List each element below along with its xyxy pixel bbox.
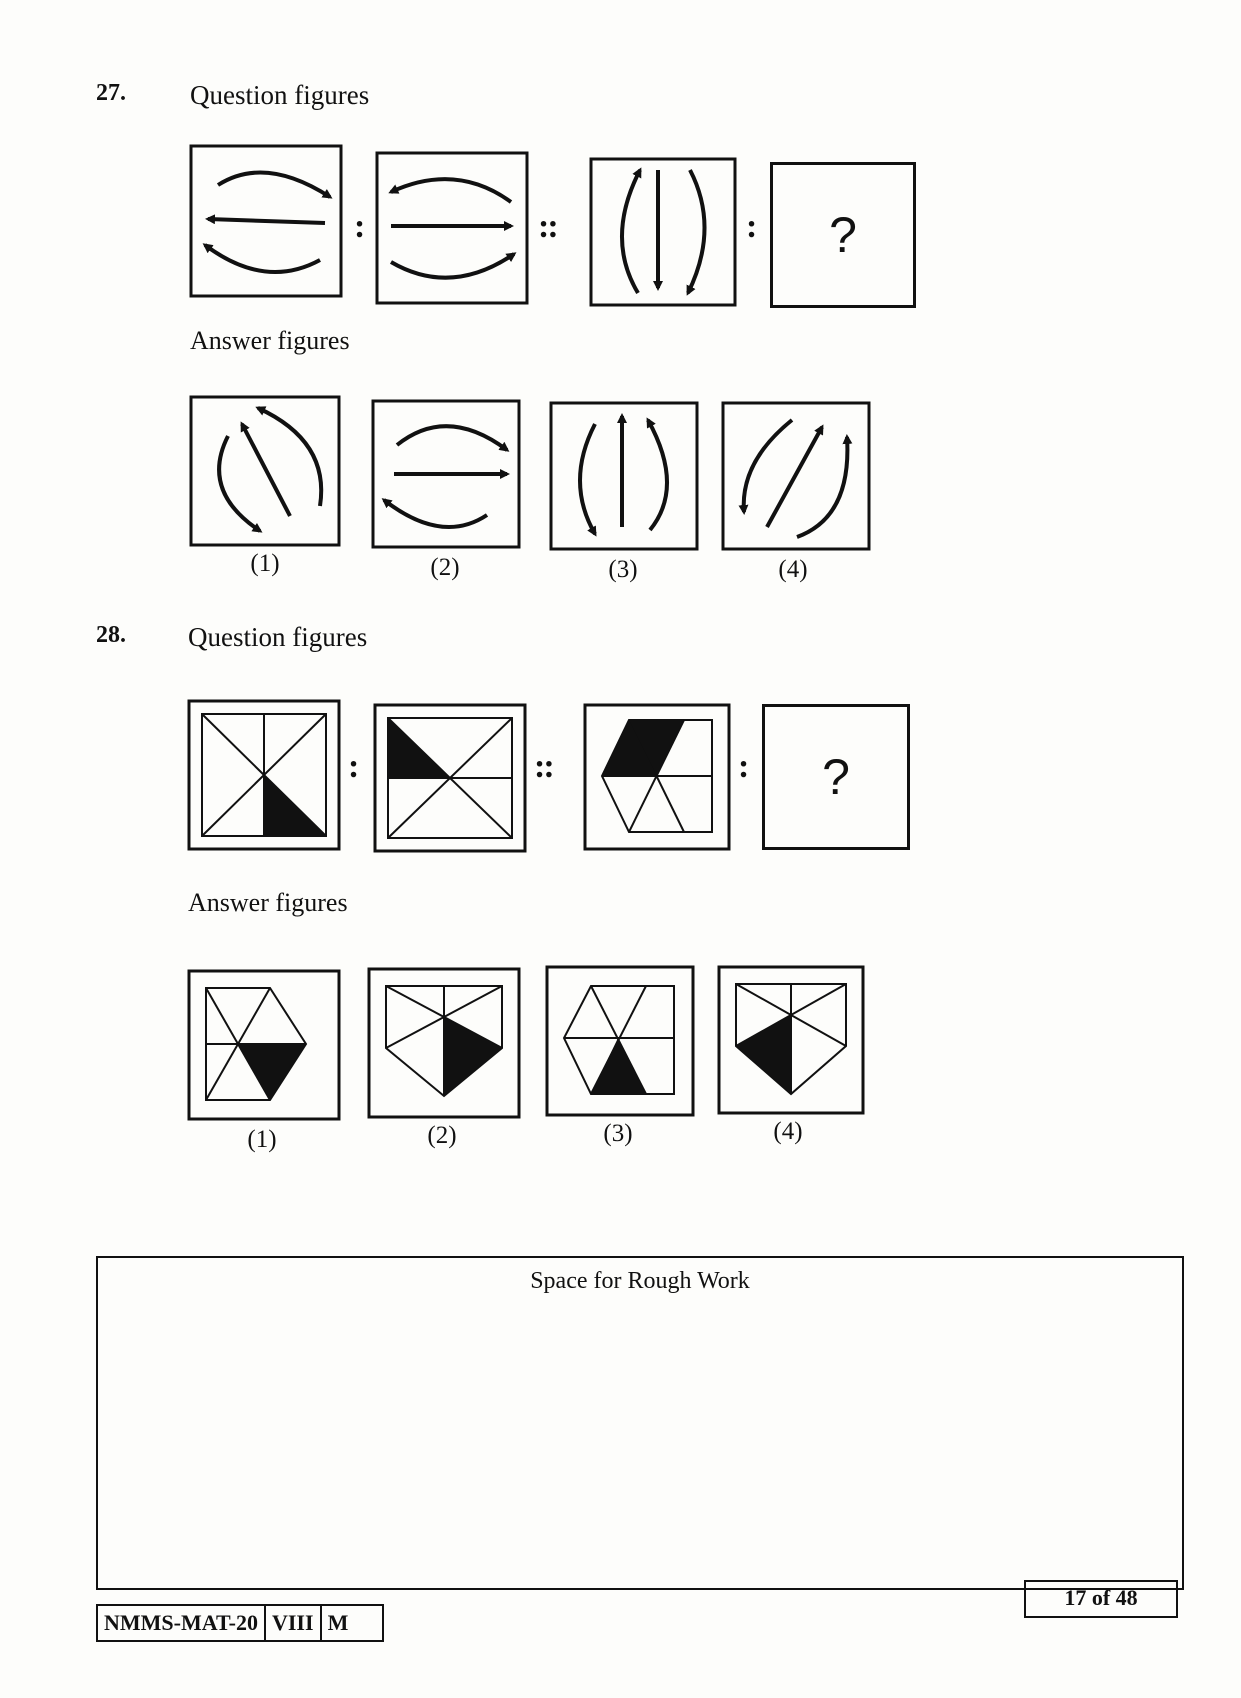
q27-answer-figure-3[interactable] xyxy=(550,402,698,550)
rough-work-box xyxy=(96,1256,1184,1590)
rough-work-title: Space for Rough Work xyxy=(530,1268,750,1294)
q28-question-figure-1 xyxy=(188,700,340,850)
page-number: 17 of 48 xyxy=(1064,1585,1138,1610)
ratio-colon: : xyxy=(746,208,758,245)
q28-answer-figure-1[interactable] xyxy=(188,970,340,1120)
exam-code: NMMS-MAT-20 xyxy=(98,1606,266,1640)
question-mark: ? xyxy=(822,749,850,805)
ratio-double-colon: :: xyxy=(538,208,557,245)
q27-question-figure-2 xyxy=(376,152,528,304)
q28-option-4[interactable]: (4) xyxy=(773,1118,803,1145)
q27-answer-figure-4[interactable] xyxy=(722,402,870,550)
page-number-box xyxy=(1024,1580,1178,1618)
q28-unknown-figure xyxy=(762,704,910,850)
question-figures-label: Question figures xyxy=(190,80,370,110)
q28-question-figure-2 xyxy=(374,704,526,852)
question-number-27: 27. xyxy=(96,80,126,106)
q28-option-3[interactable]: (3) xyxy=(603,1120,633,1147)
question-number-28: 28. xyxy=(96,622,126,648)
medium-code: M xyxy=(327,1610,349,1635)
q27-option-4[interactable]: (4) xyxy=(778,556,808,583)
footer-code-box xyxy=(96,1604,384,1642)
q28-option-2[interactable]: (2) xyxy=(427,1122,457,1149)
ratio-colon: : xyxy=(348,748,360,785)
q27-answer-figure-2[interactable] xyxy=(372,400,520,548)
q27-question-figure-3 xyxy=(590,158,736,306)
q27-unknown-figure xyxy=(770,162,916,308)
q28-answer-figure-4[interactable] xyxy=(718,966,864,1114)
answer-figures-label: Answer figures xyxy=(190,326,350,355)
ratio-double-colon: :: xyxy=(534,748,553,785)
class-code: VIII xyxy=(266,1606,322,1640)
answer-figures-label: Answer figures xyxy=(188,888,348,917)
question-mark: ? xyxy=(829,207,857,263)
q28-question-figure-3 xyxy=(584,704,730,850)
q27-option-3[interactable]: (3) xyxy=(608,556,638,583)
ratio-colon: : xyxy=(354,208,366,245)
q28-option-1[interactable]: (1) xyxy=(247,1126,277,1153)
q27-question-figure-1 xyxy=(190,145,342,297)
q27-option-1[interactable]: (1) xyxy=(250,550,280,577)
ratio-colon: : xyxy=(738,748,750,785)
q28-answer-figure-2[interactable] xyxy=(368,968,520,1118)
q27-answer-figure-1[interactable] xyxy=(190,396,340,546)
q28-answer-figure-3[interactable] xyxy=(546,966,694,1116)
question-figures-label: Question figures xyxy=(188,622,368,652)
q27-option-2[interactable]: (2) xyxy=(430,554,460,581)
